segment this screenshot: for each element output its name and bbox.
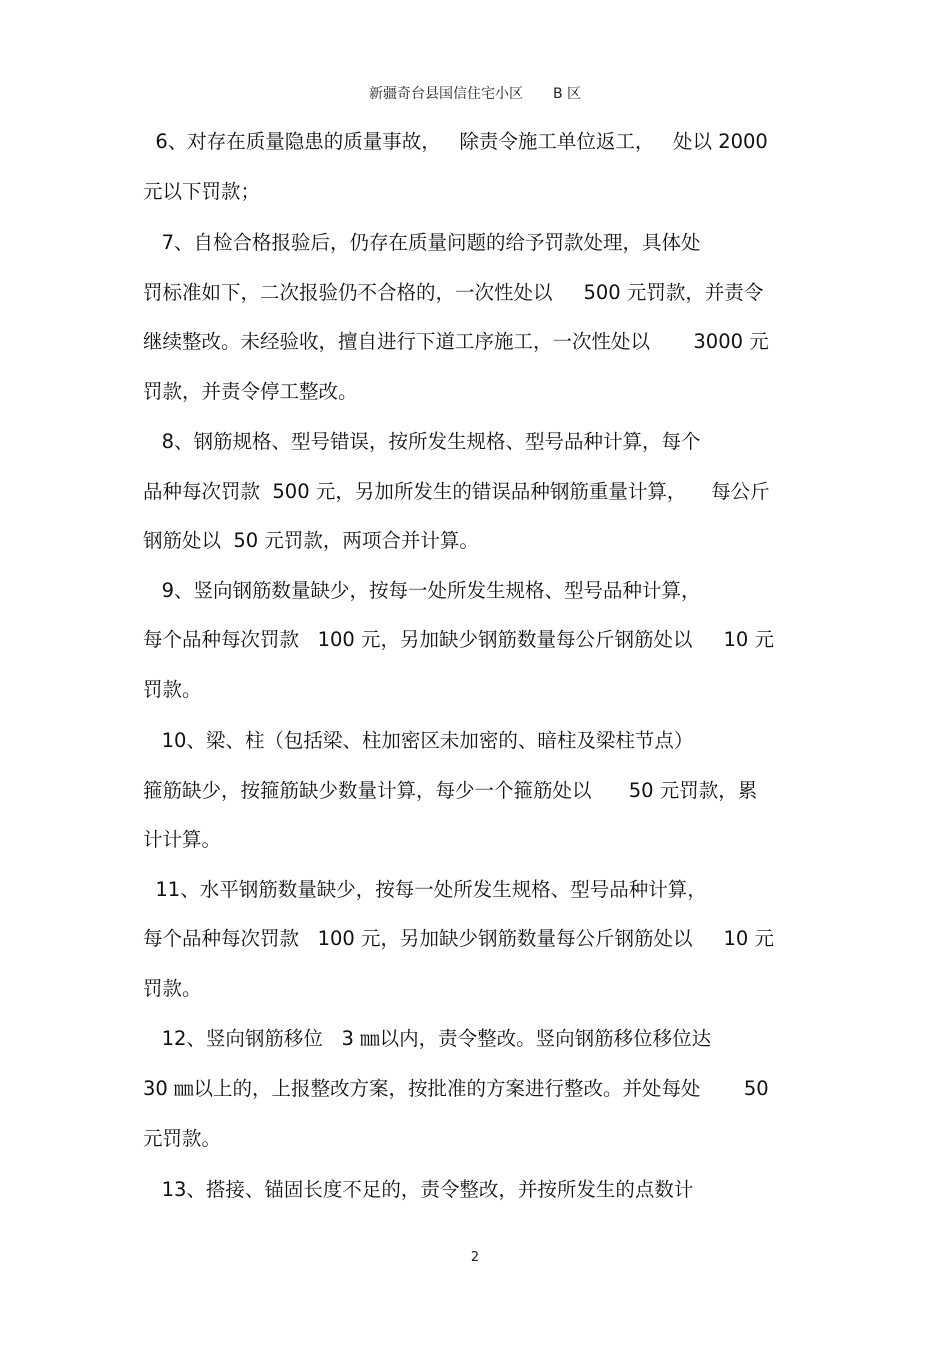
body-line: 13、搭接、锚固长度不足的，责令整改，并按所发生的点数计 [143,1178,694,1201]
body-line: 每个品种每次罚款 100 元，另加缺少钢筋数量每公斤钢筋处以 10 元 [143,927,775,950]
body-line: 12、竖向钢筋移位 3 ㎜以内，责令整改。竖向钢筋移位移位达 [143,1027,712,1050]
body-line: 罚款。 [143,678,202,701]
body-line: 罚标准如下，二次报验仍不合格的，一次性处以 500 元罚款，并责令 [143,281,764,304]
body-line: 每个品种每次罚款 100 元，另加缺少钢筋数量每公斤钢筋处以 10 元 [143,628,775,651]
page-header [0,84,950,104]
page-number: 2 [470,1250,480,1265]
body-line: 继续整改。未经验收，擅自进行下道工序施工，一次性处以 3000 元 [143,330,769,353]
body-line: 8、钢筋规格、型号错误，按所发生规格、型号品种计算，每个 [143,430,701,453]
header-zone: B 区 [552,86,582,102]
body-line: 罚款，并责令停工整改。 [143,380,358,403]
header-project: 新疆奇台县国信住宅小区 [368,86,523,102]
body-line: 计计算。 [143,828,222,851]
body-line: 钢筋处以 50 元罚款，两项合并计算。 [143,529,479,552]
body-line: 11、水平钢筋数量缺少，按每一处所发生规格、型号品种计算， [143,878,707,901]
body-line: 箍筋缺少，按箍筋缺少数量计算，每少一个箍筋处以 50 元罚款，累 [143,779,758,802]
body-line: 10、梁、柱（包括梁、柱加密区未加密的、暗柱及梁柱节点） [143,729,694,752]
body-line: 品种每次罚款 500 元，另加所发生的错误品种钢筋重量计算， 每公斤 [143,480,770,503]
body-line: 7、自检合格报验后，仍存在质量问题的给予罚款处理，具体处 [143,231,701,254]
body-line: 元以下罚款； [143,180,261,203]
body-line: 元罚款。 [143,1127,222,1150]
body-line: 30 ㎜以上的，上报整改方案，按批准的方案进行整改。并处每处 50 [143,1077,769,1100]
body-line: 罚款。 [143,977,202,1000]
body-line: 9、竖向钢筋数量缺少，按每一处所发生规格、型号品种计算， [143,579,701,602]
body-line: 6、对存在质量隐患的质量事故， 除责令施工单位返工， 处以 2000 [143,130,768,153]
